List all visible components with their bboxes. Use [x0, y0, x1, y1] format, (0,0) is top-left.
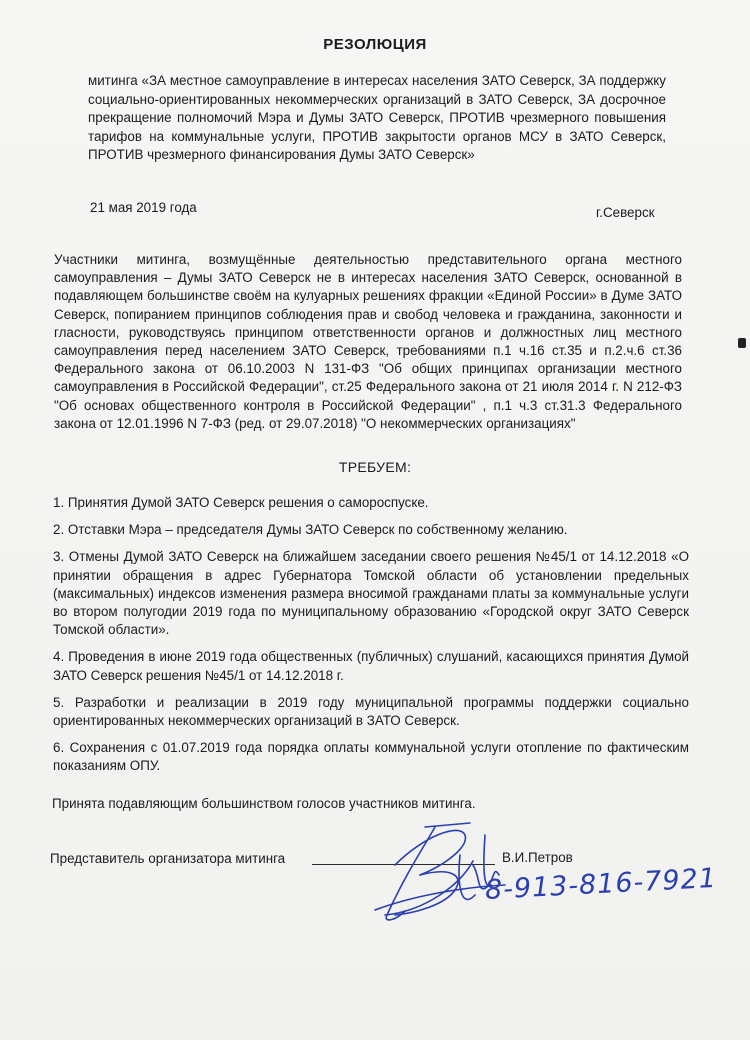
demand-item: 6. Сохранения с 01.07.2019 года порядка оплаты коммунальной услуги отопление по фактическим показаниям ОПУ. — [53, 740, 689, 774]
handwritten-phone: 8-913-816-7921 — [484, 862, 718, 906]
demands-heading: ТРЕБУЕМ: — [338, 459, 412, 475]
adoption-statement: Принята подавляющим большинством голосов участников митинга. — [52, 796, 476, 811]
document-date: 21 мая 2019 года — [90, 200, 197, 215]
representative-name: В.И.Петров — [502, 850, 573, 865]
demand-item: 1. Принятия Думой ЗАТО Северск решения о самороспуске. — [53, 495, 429, 510]
demand-item: 4. Проведения в июне 2019 года общественных (публичных) слушаний, касающихся принятия Думой ЗАТО Северск решения №45/1 от 14.12.2018 г. — [53, 649, 689, 683]
document-title: РЕЗОЛЮЦИЯ — [323, 36, 427, 53]
resolution-subject — [88, 72, 666, 165]
preamble-paragraph: Участники митинга, возмущённые деятельностью представительного органа местного самоуправления – Думы ЗАТО Северск не в интересах населения ЗАТО Северск, основанной в подавляющем большинстве своём на кулуарных решениях фракции «Единой России» в Думе ЗАТО Северск, попиранием принципов соблюдения прав и свобод человека и гражданина, законности и гласности, руководствуясь принципом ответственности органов и должностных лиц местного самоуправления перед населением ЗАТО Северск, требованиями п.1 ч.16 ст.35 и п.2.ч.6 ст.36 Федерального закона от 06.10.2003 N 131-ФЗ "Об общих принципах организации местного самоуправления в Российской Федерации", ст.25 Федерального закона от 21 июля 2014 г. N 212-ФЗ "Об основах общественного контроля в Российской Федерации" , п.1 ч.3 ст.31.3 Федерального закона от 12.01.1996 N 7-ФЗ (ред. от 29.07.2018) "О некоммерческих организациях" — [54, 252, 682, 431]
demands-list — [53, 494, 689, 785]
scan-edge-mark — [738, 338, 746, 348]
representative-label: Представитель организатора митинга — [50, 851, 286, 866]
demand-item: 5. Разработки и реализации в 2019 году муниципальной программы поддержки социально ориентированных некоммерческих организаций в ЗАТО Северск. — [53, 694, 689, 729]
demand-item: 3. Отмены Думой ЗАТО Северск на ближайшем заседании своего решения №45/1 от 14.12.2018 «О принятии обращения в адрес Губернатора Томской области об установлении предельных (максимальных) индексов изменения размера вносимой гражданами платы за коммунальные услуги во втором полугодии 2019 года по муниципальному образованию «Городской округ ЗАТО Северск Томской области». — [53, 549, 689, 638]
subject-text: митинга «ЗА местное самоуправление в интересах населения ЗАТО Северск, ЗА поддержку социально-ориентированных некоммерческих организаций в ЗАТО Северск, ЗА досрочное прекращение полномочий Мэра и Думы ЗАТО Северск, ПРОТИВ чрезмерного повышения тарифов на коммунальные услуги, ПРОТИВ закрытости органов МСУ в ЗАТО Северск, ПРОТИВ чрезмерного финансирования Думы ЗАТО Северск» — [88, 73, 666, 162]
demand-item: 2. Отставки Мэра – председателя Думы ЗАТО Северск по собственному желанию. — [53, 522, 568, 538]
document-city: г.Северск — [596, 205, 655, 220]
